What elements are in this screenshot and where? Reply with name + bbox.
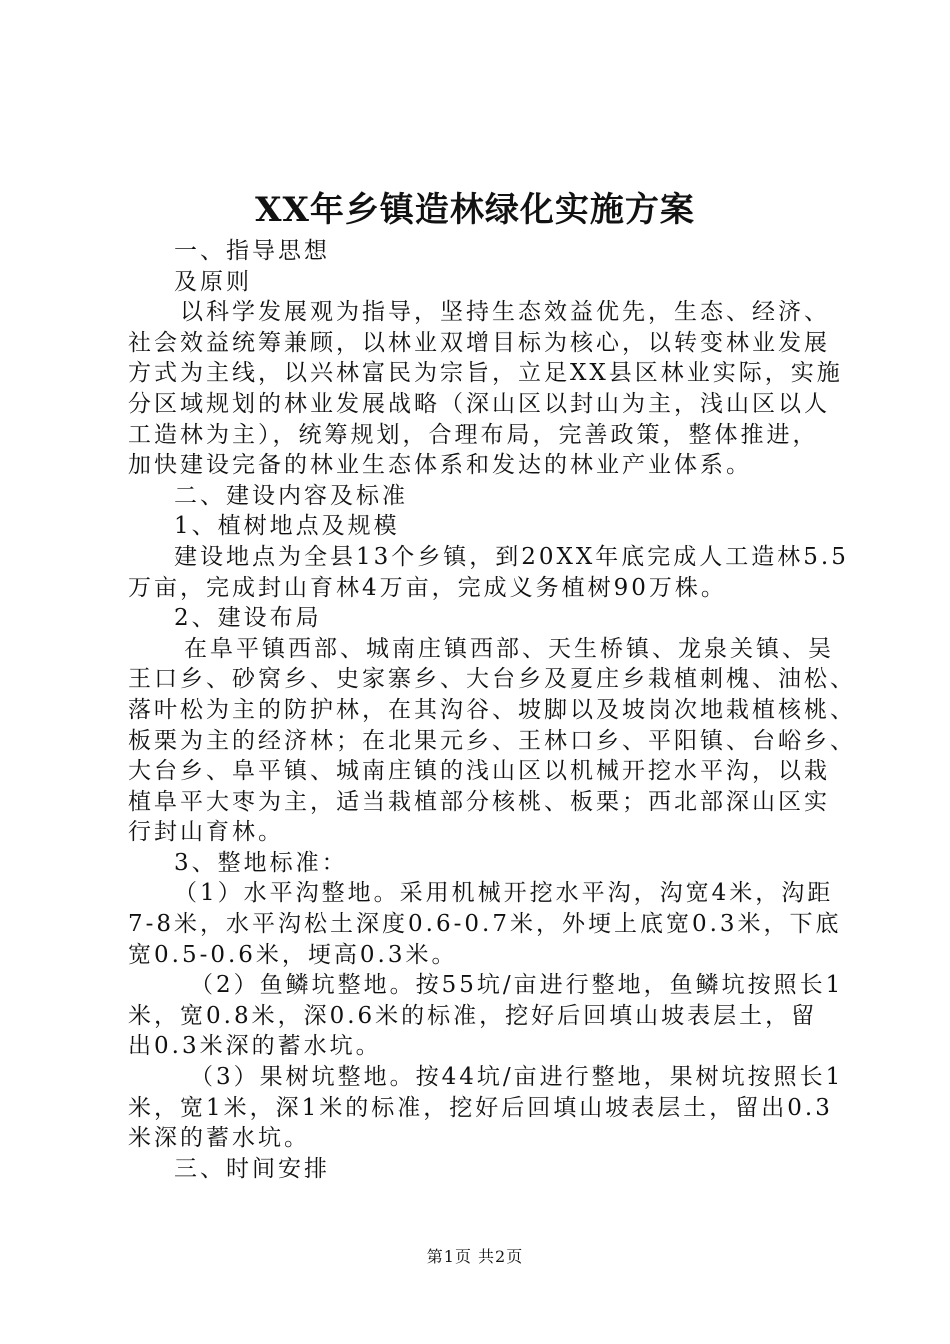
heading-principles: 及原则 [174,268,252,295]
subheading-planting-location: 1、植树地点及规模 [174,513,400,540]
paragraph-line: 米，宽0.8米，深0.6米的标准，挖好后回填山坡表层土，留 [128,1002,818,1029]
heading-guiding-thought: 一、指导思想 [174,238,330,264]
paragraph-line: 万亩，完成封山育林4万亩，完成义务植树90万株。 [128,574,727,601]
paragraph-line: 米，宽1米，深1米的标准，挖好后回填山坡表层土，留出0.3 [128,1094,833,1121]
document-title: XX年乡镇造林绿化实施方案 [255,190,695,230]
paragraph-line: 宽0.5-0.6米，埂高0.3米。 [128,941,458,968]
paragraph-line: 7-8米，水平沟松土深度0.6-0.7米，外埂上底宽0.3米，下底 [128,911,842,938]
paragraph-line: （2）鱼鳞坑整地。按55坑/亩进行整地，鱼鳞坑按照长1 [190,972,844,999]
subheading-land-prep: 3、整地标准： [174,849,348,876]
document-body [128,236,856,1184]
paragraph-line: 大台乡、阜平镇、城南庄镇的浅山区以机械开挖水平沟，以栽 [128,758,830,785]
paragraph-line: 落叶松为主的防护林，在其沟谷、坡脚以及坡岗次地栽植核桃、 [128,696,856,723]
paragraph-line: （3）果树坑整地。按44坑/亩进行整地，果树坑按照长1 [190,1064,844,1091]
paragraph-line: 王口乡、砂窝乡、史家寨乡、大台乡及夏庄乡栽植刺槐、油松、 [128,666,856,693]
paragraph-line: 工造林为主），统筹规划，合理布局，完善政策，整体推进， [128,421,819,448]
page-footer: 第1页 共2页 [426,1247,524,1266]
paragraph-line: 建设地点为全县13个乡镇，到20XX年底完成人工造林5.5 [174,543,849,570]
paragraph-line: 社会效益统筹兼顾，以林业双增目标为核心，以转变林业发展 [128,329,830,356]
paragraph-line: 在阜平镇西部、城南庄镇西部、天生桥镇、龙泉关镇、吴 [184,635,834,662]
paragraph-line: 加快建设完备的林业生态体系和发达的林业产业体系。 [128,452,752,479]
paragraph-line: 植阜平大枣为主，适当栽植部分核桃、板栗；西北部深山区实 [128,788,830,815]
paragraph-line: 方式为主线，以兴林富民为宗旨，立足XX县区林业实际，实施 [128,360,843,387]
paragraph-line: 板栗为主的经济林；在北果元乡、王林口乡、平阳镇、台峪乡、 [128,727,856,754]
paragraph-line: 分区域规划的林业发展战略（深山区以封山为主，浅山区以人 [128,390,830,417]
paragraph-line: 行封山育林。 [128,819,284,846]
paragraph-line: 以科学发展观为指导，坚持生态效益优先，生态、经济、 [180,299,830,326]
heading-construction-content: 二、建设内容及标准 [174,482,408,509]
paragraph-line: 米深的蓄水坑。 [128,1125,310,1152]
heading-schedule: 三、时间安排 [174,1155,330,1182]
paragraph-line: （1）水平沟整地。采用机械开挖水平沟，沟宽4米，沟距 [174,880,834,907]
subheading-layout: 2、建设布局 [174,605,322,632]
paragraph-line: 出0.3米深的蓄水坑。 [128,1033,382,1060]
